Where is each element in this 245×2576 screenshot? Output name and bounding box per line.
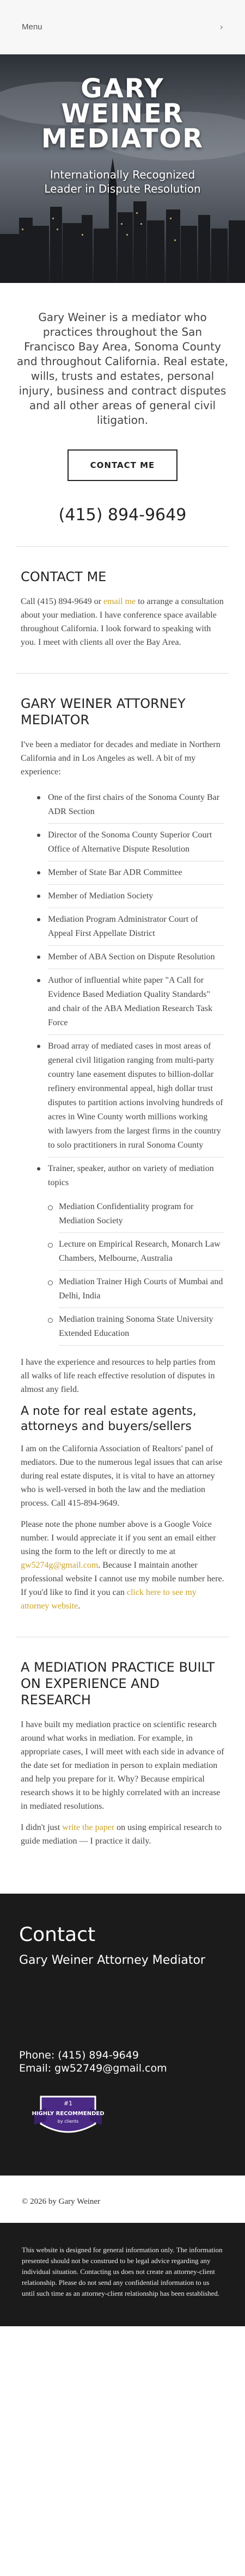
contact-heading: CONTACT ME <box>21 569 107 584</box>
attorney-section <box>0 674 245 1637</box>
list-item: Author of influential white paper "A Call for Evidence Based Mediation Quality Standards" and chair of the ABA Mediation Research Task Force <box>48 969 224 1035</box>
sub-list-item: Mediation Trainer High Courts of Mumbai and Delhi, India <box>59 1271 224 1308</box>
intro-text: Gary Weiner is a mediator who practices throughout the San Francisco Bay Area, Sonoma County and throughout California. Real estate, wills, trusts and estates, personal injury, business and contract disputes and all other areas of general civil litigation. <box>16 311 229 427</box>
intro-section <box>0 283 245 546</box>
contact-me-button[interactable]: CONTACT ME <box>68 449 178 481</box>
highly-recommended-badge-icon <box>30 2086 106 2146</box>
disclaimer-text: This website is designed for general information only. The information presented should not be construed to be legal advice regarding any individual situation. Contacting us does not create an attorney-client relationship. Please do not send any confidential information to us until such time as an attorney-client relationship has been established. <box>22 2246 223 2297</box>
chevron-right-icon[interactable]: › <box>219 22 223 32</box>
spacer <box>19 1967 226 2049</box>
list-item: One of the first chairs of the Sonoma County Bar ADR Section <box>48 786 224 824</box>
contact-section <box>0 547 245 673</box>
text-span: to arrange a consultation about your mediation. I have conference space available throughout California. I look forward to speaking with you. I meet with clients all over the Bay Area. <box>21 597 224 647</box>
practice-heading: A MEDIATION PRACTICE BUILT ON EXPERIENCE AND RESEARCH <box>21 1660 215 1708</box>
sub-list-item: Mediation Confidentiality program for Mediation Society <box>59 1195 224 1233</box>
sub-list-item: Lecture on Empirical Research, Monarch Law Chambers, Melbourne, Australia <box>59 1233 224 1271</box>
paper-link[interactable]: write the paper <box>62 1823 115 1832</box>
text-span: I didn't just <box>21 1823 63 1832</box>
list-item: Mediation Program Administrator Court of Appeal First Appellate District <box>48 908 224 946</box>
attorney-closing: I have the experience and resources to help parties from all walks of life reach effective resolution of disputes in almost any field. <box>21 1358 216 1394</box>
badge-sub: by clients <box>57 2119 79 2124</box>
list-item: Member of ABA Section on Dispute Resolution <box>48 946 224 969</box>
real-estate-heading: A note for real estate agents, attorneys and buyers/sellers <box>21 1404 197 1433</box>
text-span: . <box>78 1601 81 1611</box>
attorney-intro: I've been a mediator for decades and mediate in Northern California and in Los Angeles as well. A bit of my experience: <box>21 740 220 777</box>
list-item <box>48 1157 224 1350</box>
list-item: Member of State Bar ADR Committee <box>48 861 224 885</box>
attorney-heading: GARY WEINER ATTORNEY MEDIATOR <box>21 696 186 728</box>
hero-title-line: WEINER <box>61 98 184 129</box>
text-span: Call (415) 894-9649 or <box>21 597 103 606</box>
attorney-website-link[interactable]: click here to see my attorney website <box>21 1588 197 1611</box>
disclaimer-block <box>0 2223 245 2326</box>
trainer-sublist <box>59 1195 224 1346</box>
footer-name: Gary Weiner Attorney Mediator <box>19 1953 205 1967</box>
hero-title-line: GARY <box>81 73 164 104</box>
menu-button[interactable]: Menu <box>22 22 42 32</box>
text-span: . Because I maintain another professional website I cannot use my mobile number here. If you'd like to find it you can <box>21 1561 224 1597</box>
hero-content <box>0 73 245 196</box>
list-item: Director of the Sonoma County Superior Court Office of Alternative Dispute Resolution <box>48 824 224 861</box>
text-span: on using empirical research to guide mediation — I practice it daily. <box>21 1823 222 1846</box>
footer-contact <box>0 1894 245 2176</box>
badge-top: #1 <box>63 2100 73 2107</box>
contact-paragraph <box>21 595 224 649</box>
text-span: Please note the phone number above is a Google Voice number. I would appreciate it if you sent an email either using the form to the left or directly to me at <box>21 1520 216 1556</box>
email-link[interactable]: gw5274g@gmail.com <box>21 1561 99 1570</box>
footer-copyright <box>0 2176 245 2223</box>
experience-list <box>48 786 224 1350</box>
hero-banner <box>0 54 245 283</box>
hero-title <box>0 73 245 154</box>
hero-tagline: Internationally Recognized Leader in Dispute Resolution <box>44 168 201 195</box>
email-me-link[interactable]: email me <box>103 597 136 606</box>
footer-title: Contact <box>19 1924 96 1946</box>
badge-main: HIGHLY RECOMMENDED <box>32 2111 105 2117</box>
list-item: Broad array of mediated cases in most areas of general civil litigation ranging from multi-party country lane easement disputes to billion-dollar refinery environmental appeal, high dollar trust disputes to partition actions involving hundreds of acres in Wine County worth millions working with lawyers from the largest firms in the country to solo practitioners in rural Sonoma County <box>48 1035 224 1157</box>
phone-number[interactable]: (415) 894-9649 <box>58 506 187 525</box>
footer-phone[interactable]: Phone: (415) 894-9649 <box>19 2049 139 2061</box>
list-item: Member of Mediation Society <box>48 885 224 908</box>
list-item-text: Trainer, speaker, author on variety of mediation topics <box>48 1164 214 1187</box>
top-nav <box>0 0 245 54</box>
sub-list-item: Mediation training Sonoma State University Extended Education <box>59 1308 224 1346</box>
practice-section <box>0 1637 245 1872</box>
copyright-text: © 2026 by Gary Weiner <box>22 2197 101 2206</box>
real-estate-p2 <box>21 1518 224 1613</box>
hero-title-line: MEDIATOR <box>41 124 204 154</box>
practice-p1: I have built my mediation practice on scientific research around what works in mediation. For example, in appropriate cases, I will meet with each side in advance of the date set for mediation in person to explain mediation and help you prepare for it. Why? Because empirical research shows it to be highly correlated with an increase in mediated resolutions. <box>21 1720 224 1811</box>
practice-p2 <box>21 1821 224 1848</box>
real-estate-p1: I am on the California Association of Realtors' panel of mediators. Due to the numerous legal issues that can arise during real estate disputes, it is vital to have an attorney who is well-versed in both the law and the mediation process. Call 415-894-9649. <box>21 1444 223 1508</box>
footer-email[interactable]: Email: gw52749@gmail.com <box>19 2062 167 2074</box>
